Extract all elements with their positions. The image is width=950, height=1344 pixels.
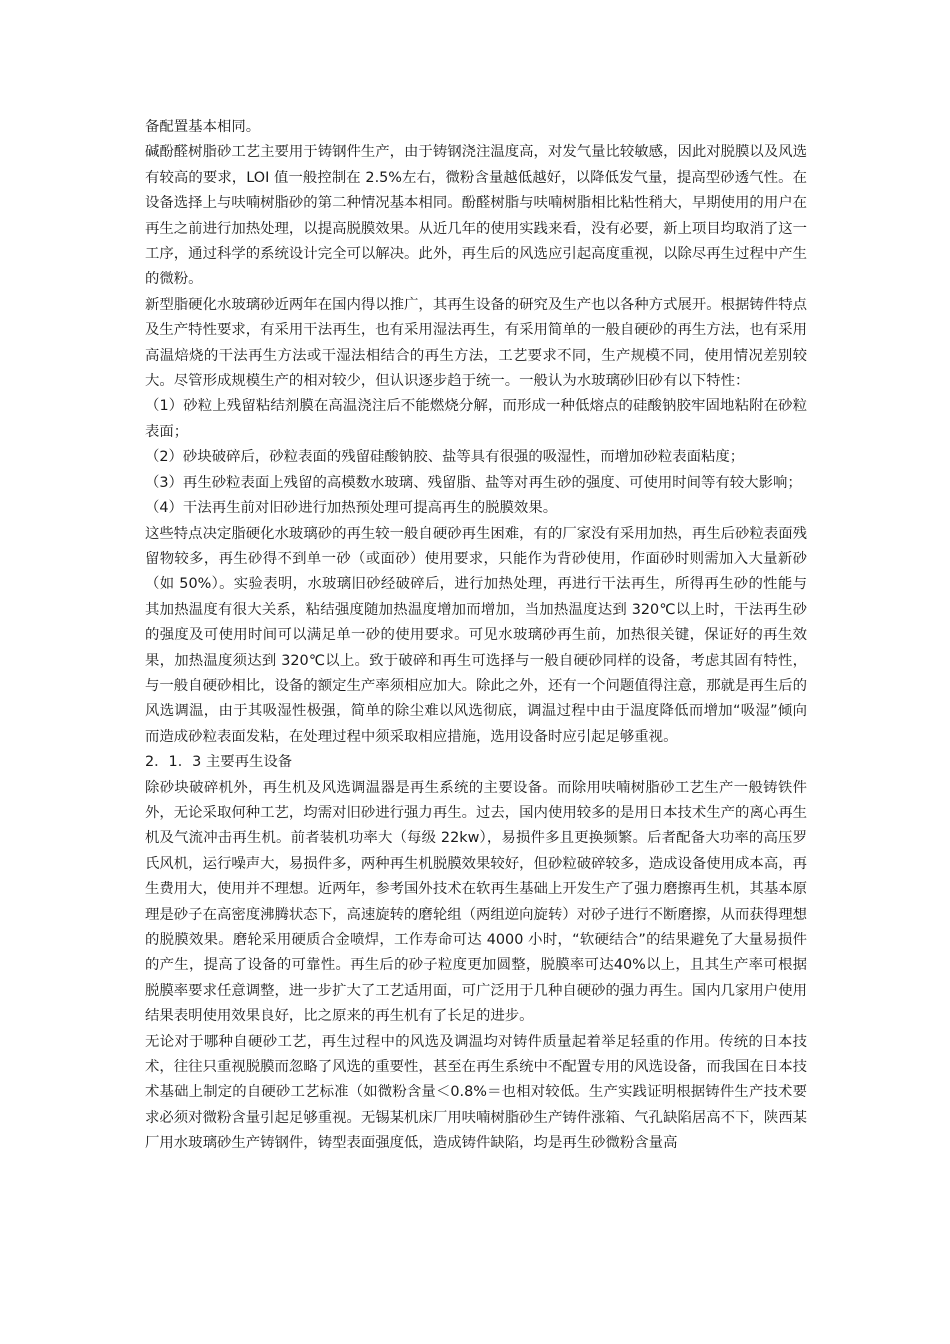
list-item-characteristic-3: （3）再生砂粒表面上残留的高模数水玻璃、残留脂、盐等对再生砂的强度、可使用时间等有较大影响；: [145, 474, 802, 491]
paragraph-water-glass-sand-intro: 新型脂硬化水玻璃砂近两年在国内得以推广，其再生设备的研究及生产也以各种方式展开。根据铸件特点及生产特性要求，有采用干法再生，也有采用湿法再生，有采用简单的一般自硬砂的再生方法，也有采用高温焙烧的干法再生方法或干湿法相结合的再生方法，工艺要求不同，生产规模不同，使用情况差别较大。尽管形成规模生产的相对较少，但认识逐步趋于统一。一般认为水玻璃砂旧砂有以下特性：: [145, 296, 807, 390]
list-item-characteristic-2: （2）砂块破碎后，砂粒表面的残留硅酸钠胶、盐等具有很强的吸湿性，而增加砂粒表面粘度；: [145, 449, 745, 466]
list-item-characteristic-1: （1）砂粒上残留粘结剂膜在高温浇注后不能燃烧分解，而形成一种低熔点的硅酸钠胶牢固地粘附在砂粒表面；: [145, 398, 807, 440]
paragraph-main-equipment: 除砂块破碎机外，再生机及风选调温器是再生系统的主要设备。而除用呋喃树脂砂工艺生产一般铸铁件外，无论采取何种工艺，均需对旧砂进行强力再生。过去，国内使用较多的是用日本技术生产的离心再生机及气流冲击再生机。前者装机功率大（每级 22kw），易损件多且更换频繁。后者配备大功率的高压罗氏风机，运行噪声大，易损件多，两种再生机脱膜效果较好，但砂粒破碎较多，造成设备使用成本高，再生费用大，使用并不理想。近两年，参考国外技术在软再生基础上开发生产了强力磨擦再生机，其基本原理是砂子在高密度沸腾状态下，高速旋转的磨轮组（两组逆向旋转）对砂子进行不断磨擦，从而获得理想的脱膜效果。磨轮采用硬质合金喷焊，工作寿命可达 4000 小时，“软硬结合”的结果避免了大量易损件的产生，提高了设备的可靠性。再生后的砂子粒度更加圆整，脱膜率可达40%以上，且其生产率可根据脱膜率要求任意调整，进一步扩大了工艺适用面，可广泛用于几种自硬砂的强力再生。国内几家用户使用结果表明使用效果良好，比之原来的再生机有了长足的进步。: [145, 779, 807, 1025]
paragraph-equipment-config-end: 备配置基本相同。: [145, 119, 261, 135]
paragraph-air-classification: 无论对于哪种自硬砂工艺，再生过程中的风选及调温均对铸件质量起着举足轻重的作用。传统的日本技术，往往只重视脱膜而忽略了风选的重要性，甚至在再生系统中不配置专用的风选设备，而我国在日本技术基础上制定的自硬砂工艺标准（如微粉含量＜0.8%＝也相对较低。生产实践证明根据铸件生产技术要求必须对微粉含量引起足够重视。无锡某机床厂用呋喃树脂砂生产铸件涨箱、气孔缺陷居高不下，陕西某厂用水玻璃砂生产铸钢件，铸型表面强度低，造成铸件缺陷，均是再生砂微粉含量高: [145, 1033, 807, 1152]
list-item-characteristic-4: （4）干法再生前对旧砂进行加热预处理可提高再生的脱膜效果。: [145, 500, 558, 517]
paragraph-alkaline-phenolic-resin: 碱酚醛树脂砂工艺主要用于铸钢件生产，由于铸钢浇注温度高，对发气量比较敏感，因此对脱膜以及风选有较高的要求，LOI 值一般控制在 2.5%左右，微粉含量越低越好，以降低发气量，提高型砂透气性。在设备选择上与呋喃树脂砂的第二种情况基本相同。酚醛树脂与呋喃树脂相比粘性稍大，早期使用的用户在再生之前进行加热处理，以提高脱膜效果。从近几年的使用实践来看，没有必要，新上项目均取消了这一工序，通过科学的系统设计完全可以解决。此外，再生后的风选应引起高度重视，以除尽再生过程中产生的微粉。: [145, 144, 807, 288]
document-page: [145, 115, 807, 1157]
paragraph-water-glass-reclamation: 这些特点决定脂硬化水玻璃砂的再生较一般自硬砂再生困难，有的厂家没有采用加热，再生后砂粒表面残留物较多，再生砂得不到单一砂（或面砂）使用要求，只能作为背砂使用，作面砂时则需加入大量新砂（如 50%）。实验表明，水玻璃旧砂经破碎后，进行加热处理，再进行干法再生，所得再生砂的性能与其加热温度有很大关系，粘结强度随加热温度增加而增加，当加热温度达到 320℃以上时，干法再生砂的强度及可使用时间可以满足单一砂的使用要求。可见水玻璃砂再生前，加热很关键，保证好的再生效果，加热温度须达到 320℃以上。致于破碎和再生可选择与一般自硬砂同样的设备，考虑其固有特性，与一般自硬砂相比，设备的额定生产率须相应加大。除此之外，还有一个问题值得注意，那就是再生后的风选调温，由于其吸湿性极强，简单的除尘难以风选彻底，调温过程中由于温度降低而增加“吸湿”倾向而造成砂粒表面发粘，在处理过程中须采取相应措施，选用设备时应引起足够重视。: [145, 525, 807, 745]
section-heading: 2．1．3 主要再生设备: [145, 754, 293, 771]
